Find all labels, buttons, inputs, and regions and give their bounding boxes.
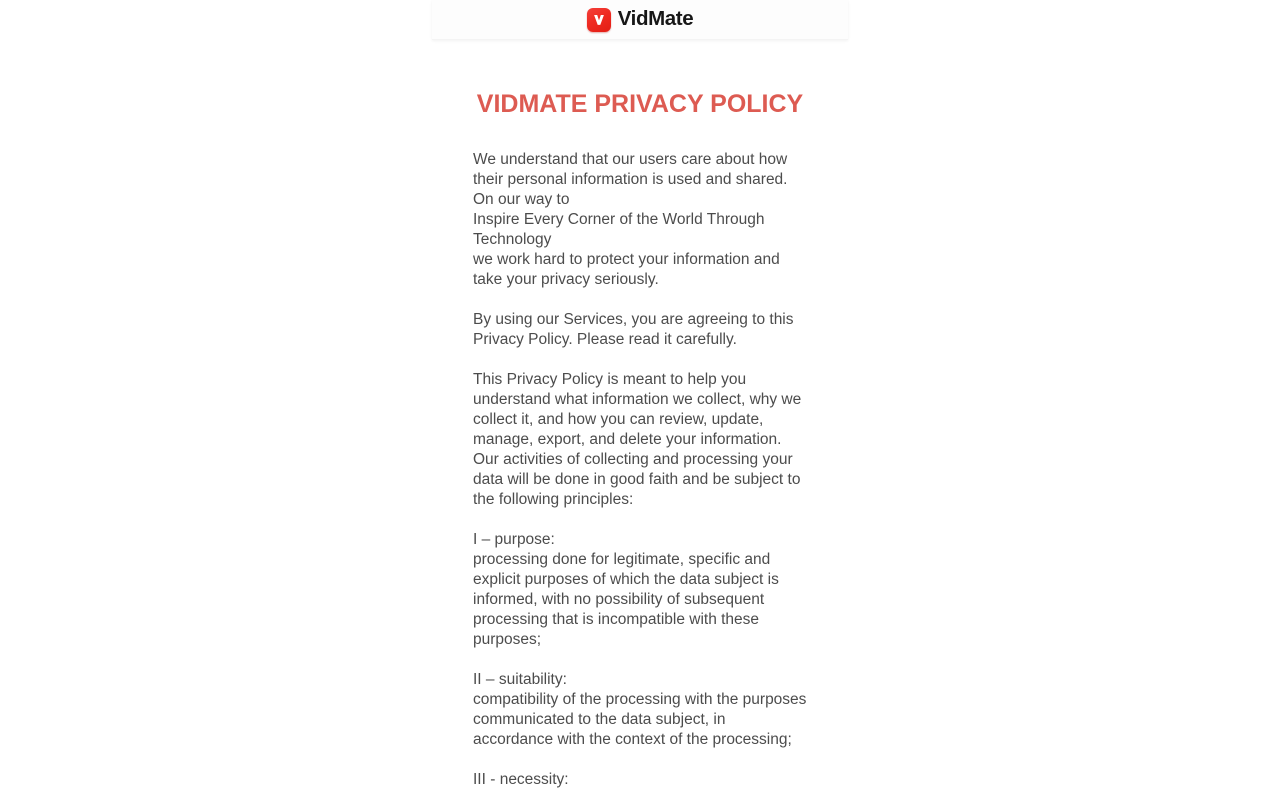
brand-name: VidMate [617,7,694,31]
policy-document [0,40,1280,800]
paragraph-agreement: By using our Services, you are agreeing to this Privacy Policy. Please read it carefully. [473,311,794,348]
paragraph-intro: We understand that our users care about how their personal information is used and shared. On our way to Inspire Every Corner of the World Through Technology we work hard to protect your information and take your privacy seriously. [473,151,788,288]
vidmate-download-v-icon [587,8,611,32]
page-title: VIDMATE PRIVACY POLICY [476,89,804,118]
site-header [432,0,848,40]
policy-body [473,150,807,790]
paragraph-scope: This Privacy Policy is meant to help you understand what information we collect, why we collect it, and how you can review, update, manage, export, and delete your information. Our activities of collecting and processing your data will be done in good faith and be subject to the following principles: [473,371,802,508]
principle-iii-necessity: III - necessity: [473,771,569,788]
principle-ii-suitability: II – suitability: compatibility of the processing with the purposes communicated to the data subject, in accordance with the context of the processing; [473,671,807,748]
principle-i-purpose: I – purpose: processing done for legitimate, specific and explicit purposes of which the data subject is informed, with no possibility of subsequent processing that is incompatible with these purposes; [473,531,779,648]
vidmate-logo[interactable] [587,8,693,32]
